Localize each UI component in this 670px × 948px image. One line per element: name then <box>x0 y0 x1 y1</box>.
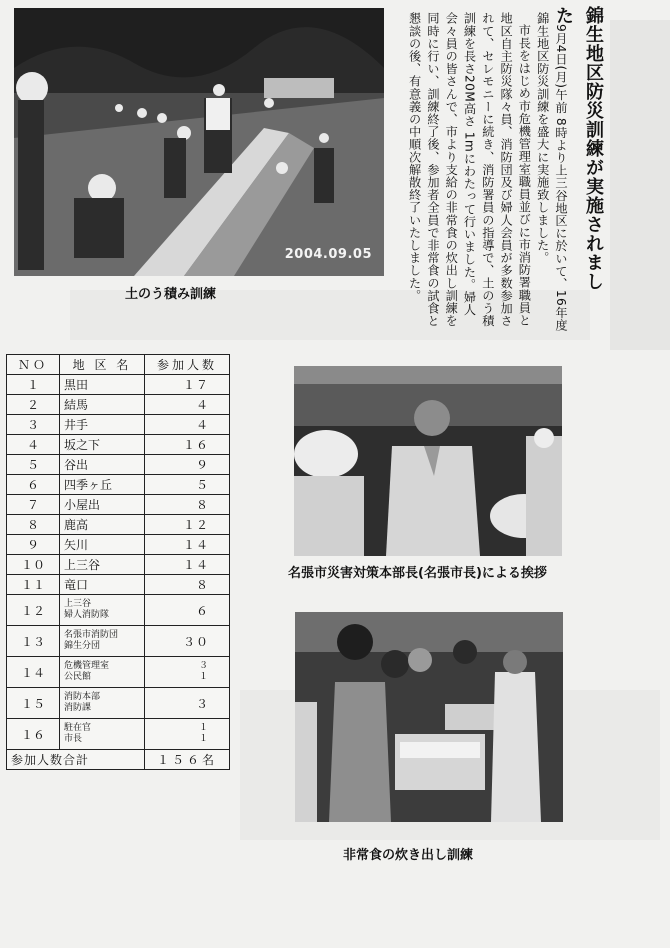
row-area: 小屋出 <box>60 495 145 515</box>
row-no: ３ <box>7 415 60 435</box>
row-area <box>60 657 145 688</box>
row-count: ４ <box>145 395 230 415</box>
row-no: １１ <box>7 575 60 595</box>
article-paragraph: 市長をはじめ市危機管理室職員並びに市消防署職員と地区自主防災隊々員、消防団及び婦人会員が多数参加されて、セレモニーに続き、消防署員の指導で、土のう積訓練を長さ20M高さ 1mにわたって行いました。婦人会々員の皆さんで、市より支給の非常食の炊出し訓練を同時に行い、訓練終了後、参加者全員で非常食の試食と懇談の後、有意義の中順次解散終了いたしました。 <box>407 12 532 327</box>
row-no: ６ <box>7 475 60 495</box>
emergency-food-photo <box>295 612 563 822</box>
table-header-row <box>7 355 230 375</box>
sandbag-training-photo <box>14 8 384 276</box>
photo-date-stamp: 2004.09.05 <box>284 247 372 262</box>
table-row <box>7 495 230 515</box>
table-row <box>7 395 230 415</box>
row-area: 矢川 <box>60 535 145 555</box>
table-row <box>7 688 230 719</box>
row-count: ３ <box>145 688 230 719</box>
row-area <box>60 626 145 657</box>
article-title: 錦生地区防災訓練が実施されました <box>553 6 604 291</box>
row-area: 坂之下 <box>60 435 145 455</box>
row-count-line: １ <box>198 723 209 733</box>
row-no: ２ <box>7 395 60 415</box>
row-area-line: 錦生分団 <box>64 641 101 651</box>
row-count: ６ <box>145 595 230 626</box>
article-paragraph: 9月4日(月)午前 8時より上三谷地区に於いて、16年度錦生地区防災訓練を盛大に実施致しました。 <box>535 12 568 332</box>
mayor-greeting-photo <box>294 366 562 556</box>
bleed-through-shade <box>610 20 670 350</box>
table-row <box>7 415 230 435</box>
row-count <box>145 657 230 688</box>
row-area: 谷出 <box>60 455 145 475</box>
row-count-line: １ <box>198 734 209 744</box>
table-row <box>7 515 230 535</box>
row-area: 竜口 <box>60 575 145 595</box>
article-body <box>400 12 570 332</box>
table-row <box>7 475 230 495</box>
row-count: ４ <box>145 415 230 435</box>
row-count: ５ <box>145 475 230 495</box>
total-label: 参加人数合計 <box>7 750 145 770</box>
row-area-line: 市長 <box>64 734 83 744</box>
row-area-line: 上三谷 <box>64 599 92 609</box>
participants-table <box>6 354 230 770</box>
row-no: １２ <box>7 595 60 626</box>
row-count: １２ <box>145 515 230 535</box>
row-area: 結馬 <box>60 395 145 415</box>
row-no: １５ <box>7 688 60 719</box>
row-area-line: 駐在官 <box>64 723 92 733</box>
table-row <box>7 375 230 395</box>
row-area: 上三谷 <box>60 555 145 575</box>
emergency-food-caption: 非常食の炊き出し訓練 <box>343 848 474 863</box>
row-area <box>60 688 145 719</box>
row-area-line: 危機管理室 <box>64 661 110 671</box>
header-no: ＮＯ <box>7 355 60 375</box>
row-no: １４ <box>7 657 60 688</box>
row-area-line: 名張市消防団 <box>64 630 119 640</box>
row-area-line: 婦人消防隊 <box>64 610 110 620</box>
table-row <box>7 435 230 455</box>
header-area: 地 区 名 <box>60 355 145 375</box>
table-row <box>7 657 230 688</box>
row-no: ９ <box>7 535 60 555</box>
row-no: ８ <box>7 515 60 535</box>
row-no: １ <box>7 375 60 395</box>
row-count: １７ <box>145 375 230 395</box>
row-area <box>60 719 145 750</box>
row-area: 鹿高 <box>60 515 145 535</box>
row-count: ３０ <box>145 626 230 657</box>
table-row <box>7 575 230 595</box>
row-count: １６ <box>145 435 230 455</box>
total-value: １５６名 <box>145 750 230 770</box>
table-row <box>7 595 230 626</box>
table-row <box>7 626 230 657</box>
row-count-line: １ <box>198 672 209 682</box>
row-area <box>60 595 145 626</box>
table-row <box>7 535 230 555</box>
row-count <box>145 719 230 750</box>
row-area-line: 公民館 <box>64 672 92 682</box>
table-row <box>7 719 230 750</box>
row-no: ４ <box>7 435 60 455</box>
row-count: ８ <box>145 575 230 595</box>
table-row <box>7 555 230 575</box>
row-no: ７ <box>7 495 60 515</box>
row-no: １０ <box>7 555 60 575</box>
table-total-row <box>7 750 230 770</box>
row-count: ８ <box>145 495 230 515</box>
row-area: 四季ヶ丘 <box>60 475 145 495</box>
row-count-line: ３ <box>198 661 209 671</box>
row-count: １４ <box>145 555 230 575</box>
sandbag-training-caption: 土のう積み訓練 <box>125 287 217 302</box>
row-area: 黒田 <box>60 375 145 395</box>
row-no: １３ <box>7 626 60 657</box>
row-area: 井手 <box>60 415 145 435</box>
row-count: １４ <box>145 535 230 555</box>
row-no: ５ <box>7 455 60 475</box>
row-count: ９ <box>145 455 230 475</box>
table-row <box>7 455 230 475</box>
row-area-line: 消防本部 <box>64 692 101 702</box>
mayor-greeting-caption: 名張市災害対策本部長(名張市長)による挨拶 <box>288 566 547 581</box>
row-no: １６ <box>7 719 60 750</box>
header-count: 参加人数 <box>145 355 230 375</box>
row-area-line: 消防課 <box>64 703 92 713</box>
